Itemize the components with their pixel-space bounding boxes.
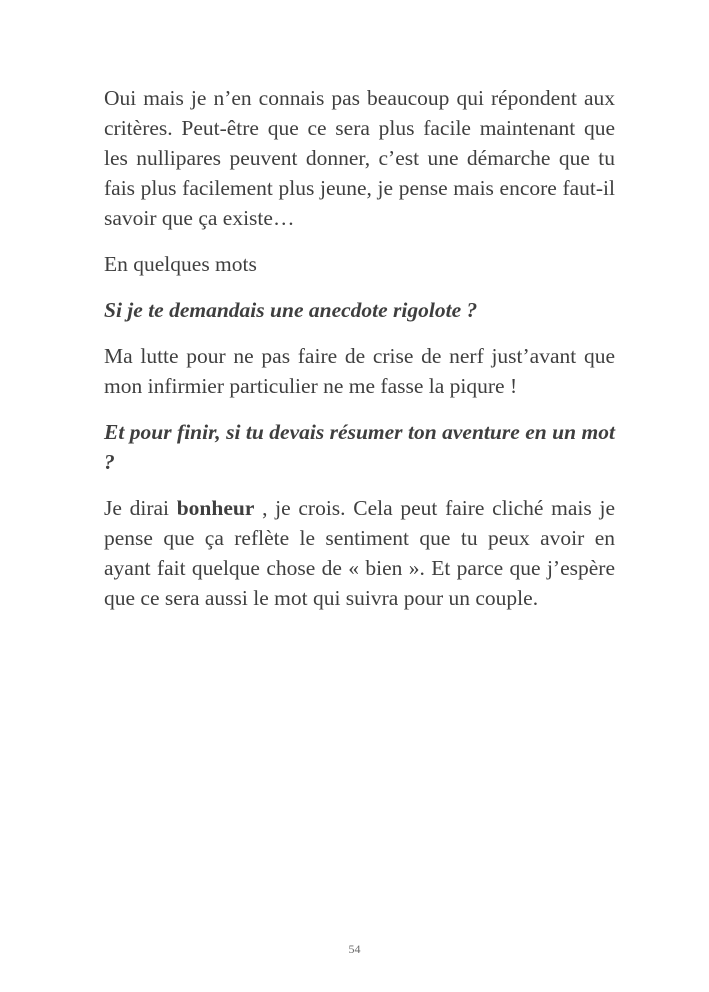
question-anecdote: Si je te demandais une anecdote rigolote ? [104,298,478,322]
answer-keyword-bonheur: bonheur [176,496,255,520]
section-heading-en-quelques-mots: En quelques mots [104,252,257,276]
answer-text-start: Je dirai [104,496,177,520]
paragraph-answer-anecdote: Ma lutte pour ne pas faire de crise de nerf just’avant que mon infirmier particulier ne me fasse la piqure ! [104,344,615,398]
question-one-word: Et pour finir, si tu devais résumer ton aventure en un mot ? [104,420,615,474]
paragraph-answer-one-word [104,493,615,613]
answer-text-end: , je crois. Cela peut faire cliché mais je pense que ça reflète le sentiment que tu peux avoir en ayant fait quelque chose de « bien ». Et parce que j’espère que ce sera aussi le mot qui suivra pour un couple. [104,496,615,610]
paragraph-answer-donors: Oui mais je n’en connais pas beaucoup qui répondent aux critères. Peut-être que ce sera plus facile maintenant que les nullipares peuvent donner, c’est une démarche que tu fais plus facilement plus jeune, je pense mais encore faut-il savoir que ça existe… [104,86,615,230]
page-number: 54 [348,942,361,956]
page-body [104,83,615,629]
